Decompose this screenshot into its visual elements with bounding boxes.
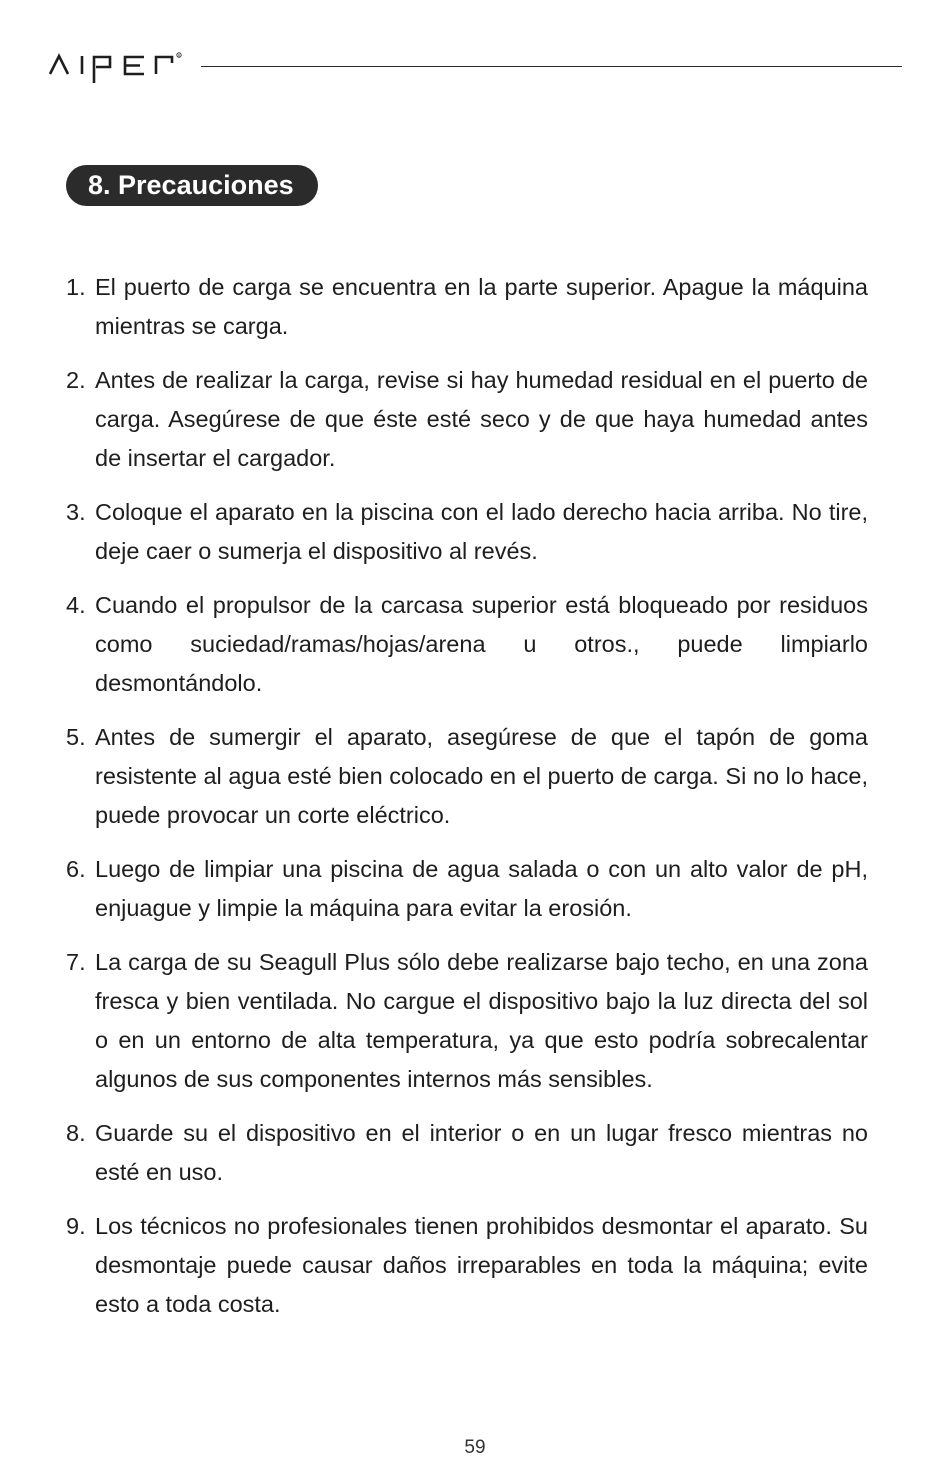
item-text: Antes de sumergir el aparato, asegúrese de que el tapón de goma resistente al agua esté bien colocado en el puerto de carga. Si no lo hace, puede provocar un corte eléctrico. <box>95 724 868 828</box>
list-item <box>66 850 868 928</box>
item-text: Luego de limpiar una piscina de agua salada o con un alto valor de pH, enjuague y limpie la máquina para evitar la erosión. <box>95 856 868 921</box>
item-text: La carga de su Seagull Plus sólo debe realizarse bajo techo, en una zona fresca y bien ventilada. No cargue el dispositivo bajo la luz directa del sol o en un entorno de alta temperatura, ya que esto podría sobrecalentar algunos de sus componentes internos más sensibles. <box>95 949 868 1092</box>
item-text: Guarde su el dispositivo en el interior o en un lugar fresco mientras no esté en uso. <box>95 1120 868 1185</box>
item-text: Los técnicos no profesionales tienen prohibidos desmontar el aparato. Su desmontaje puede causar daños irreparables en toda la máquina; evite esto a toda costa. <box>95 1213 868 1317</box>
page-header <box>48 46 904 86</box>
list-item <box>66 1207 868 1324</box>
list-item <box>66 718 868 835</box>
list-item <box>66 1114 868 1192</box>
aiper-logo-icon <box>48 46 188 86</box>
item-text: El puerto de carga se encuentra en la parte superior. Apague la máquina mientras se carga. <box>95 274 868 339</box>
list-item <box>66 361 868 478</box>
item-number: 1. <box>66 274 86 300</box>
header-divider <box>201 66 902 67</box>
item-number: 7. <box>66 949 86 975</box>
list-item <box>66 493 868 571</box>
item-text: Antes de realizar la carga, revise si hay humedad residual en el puerto de carga. Asegúrese de que éste esté seco y de que haya humedad antes de insertar el cargador. <box>95 367 868 471</box>
list-item <box>66 943 868 1099</box>
page-number: 59 <box>464 1437 486 1458</box>
item-number: 9. <box>66 1213 86 1239</box>
section-title: 8. Precauciones <box>66 165 318 206</box>
item-text: Cuando el propulsor de la carcasa superior está bloqueado por residuos como suciedad/ramas/hojas/arena u otros., puede limpiarlo desmontándolo. <box>95 592 868 696</box>
item-number: 5. <box>66 724 86 750</box>
list-item <box>66 268 868 346</box>
precautions-list <box>66 268 868 1339</box>
svg-text:R: R <box>177 53 181 58</box>
item-number: 6. <box>66 856 86 882</box>
item-number: 2. <box>66 367 86 393</box>
item-number: 8. <box>66 1120 86 1146</box>
item-number: 3. <box>66 499 86 525</box>
item-number: 4. <box>66 592 86 618</box>
list-item <box>66 586 868 703</box>
item-text: Coloque el aparato en la piscina con el lado derecho hacia arriba. No tire, deje caer o sumerja el dispositivo al revés. <box>95 499 868 564</box>
